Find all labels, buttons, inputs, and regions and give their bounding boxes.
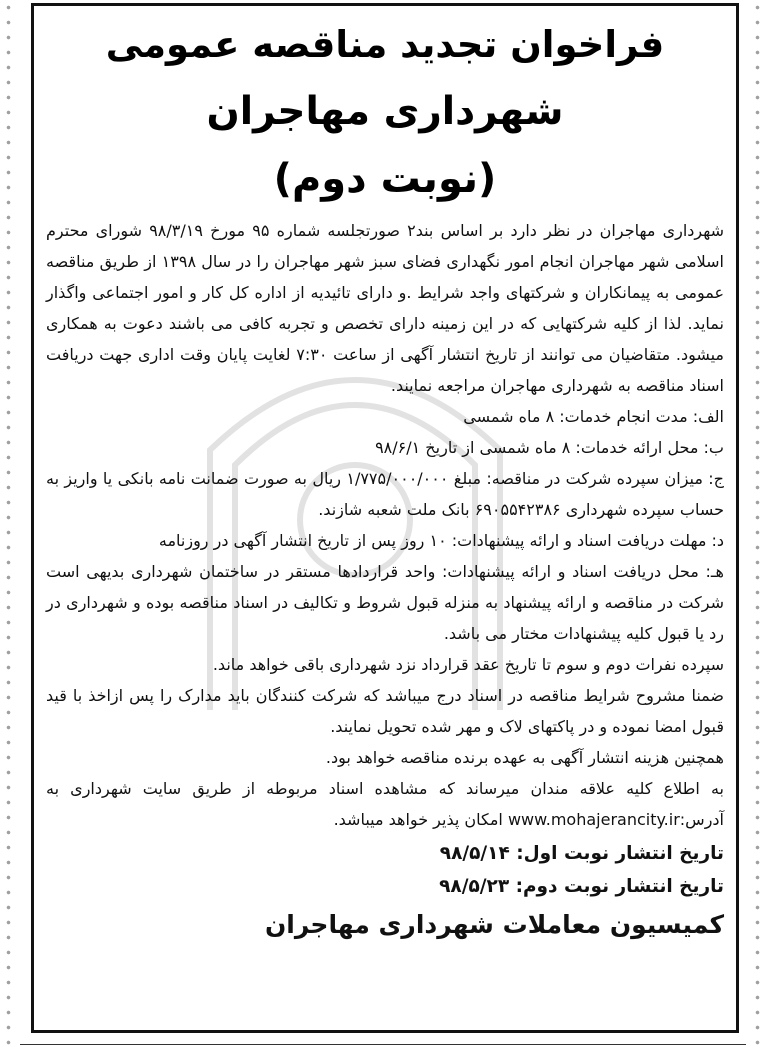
item-b: ب: محل ارائه خدمات: ۸ ماه شمسی از تاریخ ۹۸/۶/۱ bbox=[375, 438, 724, 457]
conditions-note: ضمنا مشروح شرایط مناقصه در اسناد درج میباشد که شرکت کنندگان باید مدارک را پس ازاخذ با قید قبول امضا نموده و در پاکتهای لاک و مهر شده تحویل نمایند. bbox=[46, 686, 724, 736]
cost-note: همچنین هزینه انتشار آگهی به عهده برنده مناقصه خواهد بود. bbox=[325, 748, 724, 767]
website-note: به اطلاع کلیه علاقه مندان میرساند که مشاهده اسناد مربوطه از طریق سایت شهرداری به آدرس:www.mohajerancity.ir امکان پذیر خواهد میباشد. bbox=[46, 779, 724, 829]
deposit-note: سپرده نفرات دوم و سوم تا تاریخ عقد قرارداد نزد شهرداری باقی خواهد ماند. bbox=[212, 655, 724, 674]
title-line-1: فراخوان تجدید مناقصه عمومی bbox=[105, 23, 665, 66]
item-c: ج: میزان سپرده شرکت در مناقصه: مبلغ ۱/۷۷۵/۰۰۰/۰۰۰ ریال به صورت ضمانت نامه بانکی یا واریز به حساب سپرده شهرداری ۶۹۰۵۵۴۲۳۸۶ بانک ملت شعبه شازند. bbox=[46, 469, 725, 519]
first-publication-date: تاریخ انتشار نوبت اول: ۹۸/۵/۱۴ bbox=[439, 843, 724, 864]
item-a: الف: مدت انجام خدمات: ۸ ماه شمسی bbox=[463, 407, 724, 426]
right-decorative-border bbox=[752, 0, 763, 1050]
item-e: هـ: محل دریافت اسناد و ارائه پیشنهادات: واحد قراردادها مستقر در ساختمان شهرداری بدیهی است شرکت در مناقصه و ارائه پیشنهاد به منزله قبول شروط و تکالیف در اسناد مناقصه بوده و شهرداری در رد یا قبول کلیه پیشنهادات مختار می باشد. bbox=[46, 562, 724, 643]
left-decorative-border bbox=[3, 0, 14, 1050]
intro-paragraph: شهرداری مهاجران در نظر دارد بر اساس بند۲ صورتجلسه شماره ۹۵ مورخ ۹۸/۳/۱۹ شورای محترم اسلامی شهر مهاجران انجام امور نگهداری فضای سبز شهر مهاجران را در سال ۱۳۹۸ از طریق مناقصه عمومی به پیمانکاران و شرکتهای واجد شرایط .و دارای تائیدیه از اداره کل کار و امور اجتماعی واگذار نماید. لذا از کلیه شرکتهایی که در این زمینه دارای تخصص و تجربه کافی می باشند دعوت به همکاری میشود. متقاضیان می توانند از تاریخ انتشار آگهی از ساعت ۷:۳۰ لغایت پایان وقت اداری جهت دریافت اسناد مناقصه به شهرداری مهاجران مراجعه نمایند. bbox=[46, 221, 725, 395]
signature-commission: کمیسیون معاملات شهرداری مهاجران bbox=[264, 910, 724, 939]
announcement-frame bbox=[31, 3, 739, 1033]
announcement-body bbox=[34, 212, 736, 945]
publication-dates bbox=[46, 837, 724, 903]
second-publication-date: تاریخ انتشار نوبت دوم: ۹۸/۵/۲۳ bbox=[439, 876, 724, 897]
item-d: د: مهلت دریافت اسناد و ارائه پیشنهادات: ۱۰ روز پس از تاریخ انتشار آگهی در روزنامه bbox=[158, 531, 724, 550]
bottom-rule bbox=[20, 1044, 746, 1045]
title-line-3: (نوبت دوم) bbox=[273, 156, 497, 202]
title-line-2: شهرداری مهاجران bbox=[206, 89, 564, 134]
